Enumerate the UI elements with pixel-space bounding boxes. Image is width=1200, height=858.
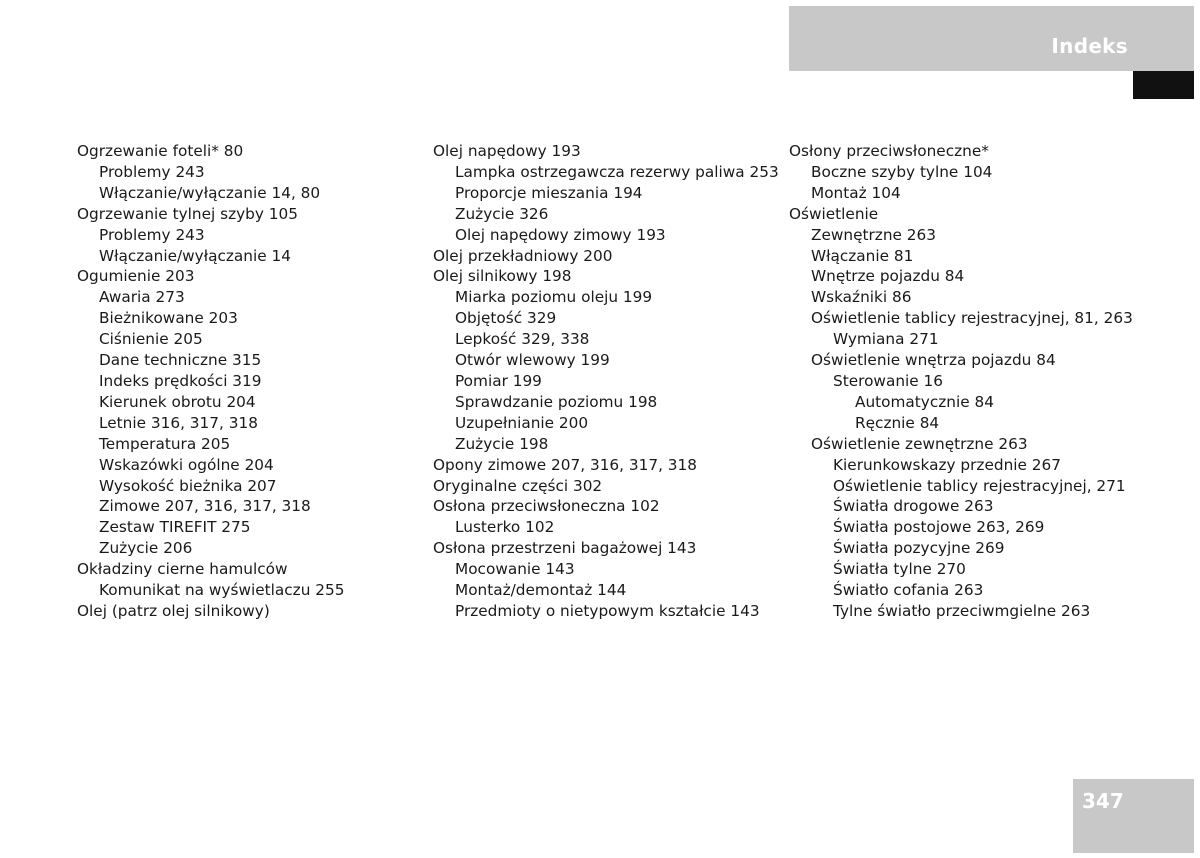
index-subentry: Włączanie/wyłączanie 14, 80 bbox=[99, 183, 321, 202]
index-subentry: Indeks prędkości 319 bbox=[99, 371, 262, 390]
index-subentry: Temperatura 205 bbox=[99, 434, 231, 453]
index-subentry: Letnie 316, 317, 318 bbox=[99, 413, 258, 432]
index-entry: Ogrzewanie foteli* 80 bbox=[77, 142, 244, 160]
index-subentry: Kierunek obrotu 204 bbox=[99, 392, 256, 411]
index-subentry: Awaria 273 bbox=[99, 288, 185, 307]
index-subentry: Światła tylne 270 bbox=[833, 560, 966, 579]
index-entry: Olej (patrz olej silnikowy) bbox=[77, 601, 270, 620]
index-subentry: Oświetlenie wnętrza pojazdu 84 bbox=[811, 351, 1056, 370]
index-subentry: Automatycznie 84 bbox=[855, 392, 994, 411]
index-entry: Olej przekładniowy 200 bbox=[433, 246, 613, 265]
index-subentry: Zimowe 207, 316, 317, 318 bbox=[99, 497, 311, 516]
index-subentry: Oświetlenie tablicy rejestracyjnej, 271 bbox=[833, 476, 1126, 495]
index-subentry: Otwór wlewowy 199 bbox=[455, 351, 610, 370]
index-subentry: Proporcje mieszania 194 bbox=[455, 183, 643, 202]
index-subentry: Oświetlenie tablicy rejestracyjnej, 81, 263 bbox=[811, 309, 1133, 328]
index-subentry: Lusterko 102 bbox=[455, 518, 555, 537]
index-entry: Ogumienie 203 bbox=[77, 267, 195, 286]
index-subentry: Komunikat na wyświetlaczu 255 bbox=[99, 581, 345, 600]
index-subentry: Kierunkowskazy przednie 267 bbox=[833, 455, 1061, 474]
index-subentry: Światła pozycyjne 269 bbox=[833, 539, 1005, 558]
index-entry: Olej napędowy 193 bbox=[433, 142, 581, 160]
index-subentry: Oświetlenie zewnętrzne 263 bbox=[811, 434, 1028, 453]
index-subentry: Lampka ostrzegawcza rezerwy paliwa 253 bbox=[455, 162, 779, 181]
index-subentry: Światło cofania 263 bbox=[833, 581, 984, 600]
header-marker bbox=[1133, 71, 1194, 99]
index-column-3 bbox=[789, 141, 1133, 622]
index-subentry: Ciśnienie 205 bbox=[99, 330, 203, 349]
index-subentry: Wskaźniki 86 bbox=[811, 288, 912, 307]
index-subentry: Miarka poziomu oleju 199 bbox=[455, 288, 653, 307]
index-subentry: Wskazówki ogólne 204 bbox=[99, 455, 274, 474]
index-entry: Osłony przeciwsłoneczne* bbox=[789, 142, 989, 160]
index-subentry: Problemy 243 bbox=[99, 225, 205, 244]
index-entry: Olej silnikowy 198 bbox=[433, 267, 572, 286]
index-subentry: Przedmioty o nietypowym kształcie 143 bbox=[455, 601, 760, 620]
index-subentry: Dane techniczne 315 bbox=[99, 351, 262, 370]
index-subentry: Boczne szyby tylne 104 bbox=[811, 162, 993, 181]
index-subentry: Montaż 104 bbox=[811, 183, 901, 202]
index-entry: Opony zimowe 207, 316, 317, 318 bbox=[433, 455, 698, 474]
index-subentry: Zużycie 206 bbox=[99, 539, 193, 558]
index-entry: Osłona przeciwsłoneczna 102 bbox=[433, 497, 660, 516]
index-subentry: Tylne światło przeciwmgielne 263 bbox=[833, 601, 1091, 620]
index-entry: Oryginalne części 302 bbox=[433, 476, 603, 495]
index-entry: Ogrzewanie tylnej szyby 105 bbox=[77, 204, 298, 223]
index-subentry: Olej napędowy zimowy 193 bbox=[455, 225, 666, 244]
index-subentry: Wymiana 271 bbox=[833, 330, 939, 349]
index-entry: Osłona przestrzeni bagażowej 143 bbox=[433, 539, 697, 558]
index-entry: Oświetlenie bbox=[789, 204, 879, 223]
index-subentry: Montaż/demontaż 144 bbox=[455, 581, 627, 600]
index-entry: Okładziny cierne hamulców bbox=[77, 560, 288, 579]
index-subentry: Włączanie/wyłączanie 14 bbox=[99, 246, 291, 265]
index-subentry: Sterowanie 16 bbox=[833, 371, 943, 390]
index-subentry: Bieżnikowane 203 bbox=[99, 309, 238, 328]
section-title: Indeks bbox=[1051, 34, 1128, 58]
index-column-1 bbox=[77, 141, 344, 622]
index-subentry: Mocowanie 143 bbox=[455, 560, 575, 579]
index-subentry: Pomiar 199 bbox=[455, 371, 542, 390]
index-subentry: Zestaw TIREFIT 275 bbox=[99, 518, 251, 537]
index-subentry: Wysokość bieżnika 207 bbox=[99, 476, 277, 495]
page-number: 347 bbox=[1082, 789, 1124, 813]
index-subentry: Problemy 243 bbox=[99, 162, 205, 181]
index-column-2 bbox=[433, 141, 779, 622]
index-subentry: Sprawdzanie poziomu 198 bbox=[455, 392, 658, 411]
header-tab bbox=[789, 6, 1194, 71]
index-subentry: Ręcznie 84 bbox=[855, 413, 940, 432]
index-subentry: Lepkość 329, 338 bbox=[455, 330, 590, 349]
index-subentry: Zewnętrzne 263 bbox=[811, 225, 936, 244]
index-subentry: Objętość 329 bbox=[455, 309, 557, 328]
index-subentry: Zużycie 326 bbox=[455, 204, 549, 223]
index-subentry: Wnętrze pojazdu 84 bbox=[811, 267, 965, 286]
index-subentry: Uzupełnianie 200 bbox=[455, 413, 589, 432]
index-subentry: Światła drogowe 263 bbox=[833, 497, 994, 516]
index-subentry: Włączanie 81 bbox=[811, 246, 914, 265]
index-subentry: Światła postojowe 263, 269 bbox=[833, 518, 1045, 537]
index-subentry: Zużycie 198 bbox=[455, 434, 549, 453]
